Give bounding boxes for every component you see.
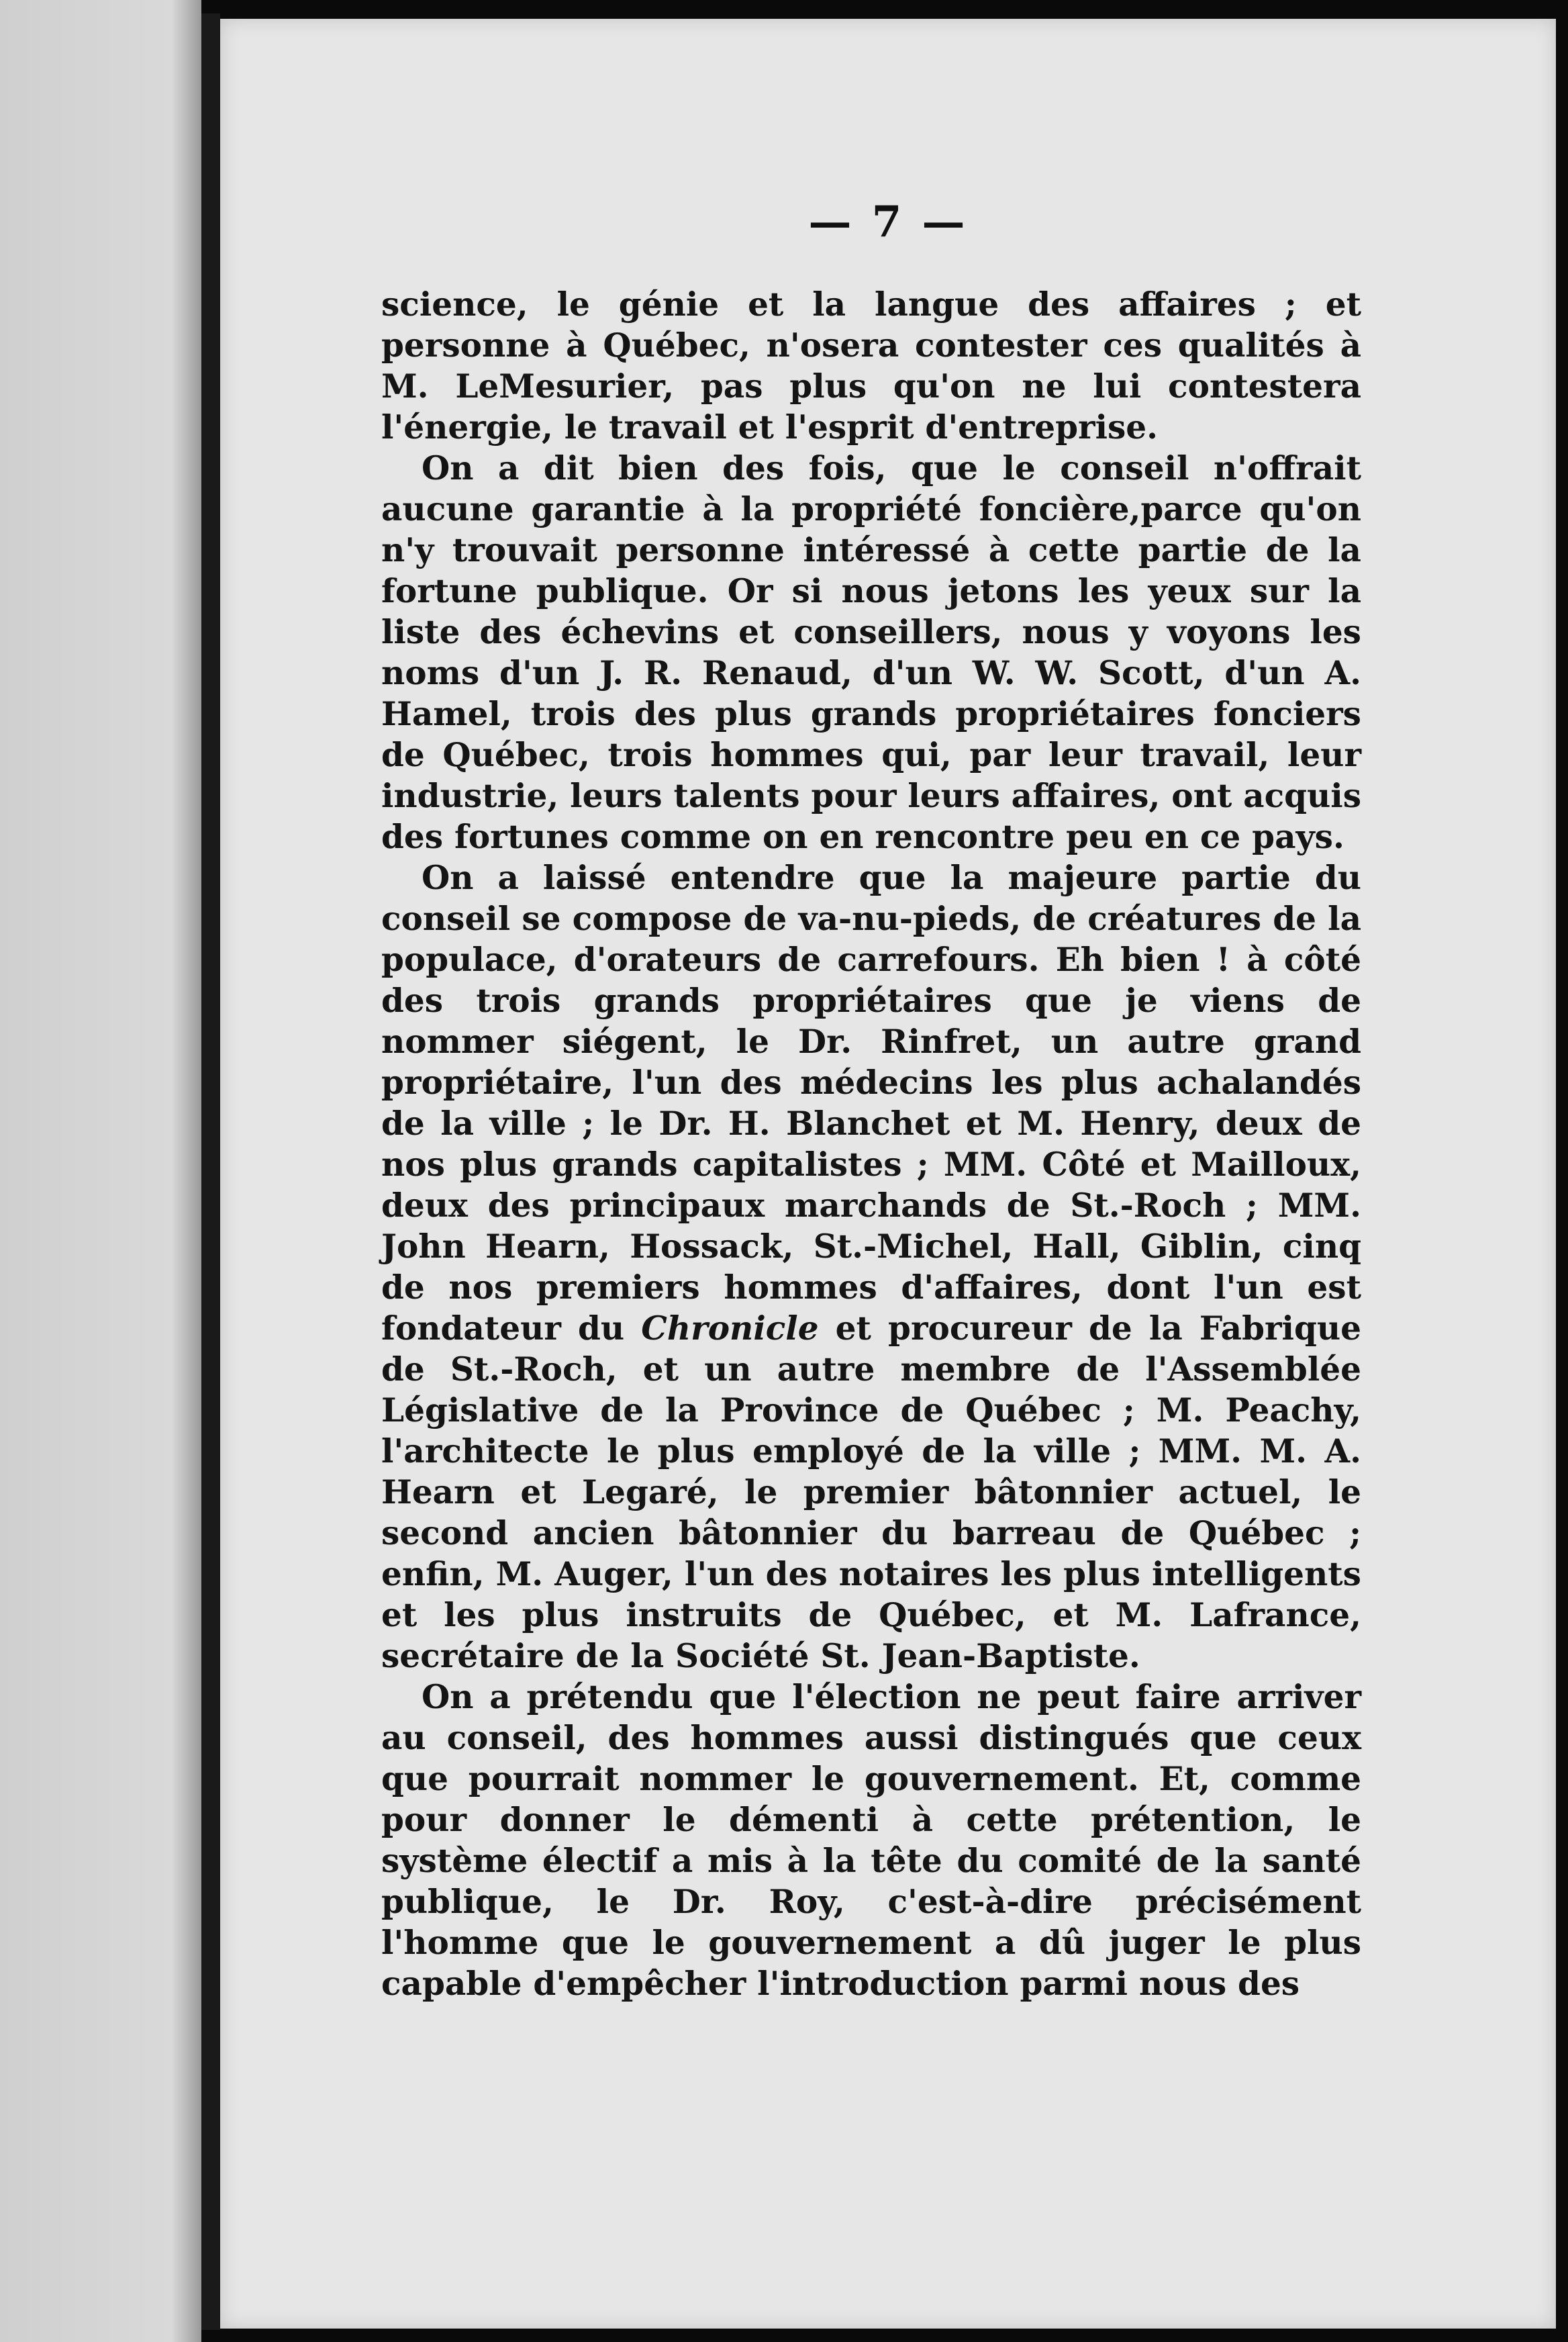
facing-page-edge: [0, 0, 201, 2342]
document-page: [220, 19, 1556, 2329]
paragraph-3-part-1: On a laissé entendre que la majeure partie du conseil se compose de va-nu-pieds, de créatures de la populace, d'orateurs de carrefours. Eh bien ! à côté des trois grands propriétaires que je viens de nommer siégent, le Dr. Rinfret, un autre grand propriétaire, l'un des médecins les plus achalandés de la ville ; le Dr. H. Blanchet et M. Henry, deux de nos plus grands capitalistes ; MM. Côté et Mailloux, deux des principaux marchands de St.-Roch ; MM. John Hearn, Hossack, St.-Michel, Hall, Giblin, cinq de nos premiers hommes d'affaires, dont l'un est fondateur du: [381, 859, 1361, 1348]
newspaper-title: Chronicle: [641, 1309, 819, 1348]
paragraph-4: On a prétendu que l'élection ne peut faire arriver au conseil, des hommes aussi distingués que ceux que pourrait nommer le gouvernement. Et, comme pour donner le démenti à cette prétention, le système électif a mis à la tête du comité de la santé publique, le Dr. Roy, c'est-à-dire précisément l'homme que le gouvernement a dû juger le plus capable d'empêcher l'introduction parmi nous des: [381, 1678, 1361, 2003]
paragraph-1: science, le génie et la langue des affaires ; et personne à Québec, n'osera contester ces qualités à M. LeMesurier, pas plus qu'on ne lui contestera l'énergie, le travail et l'esprit d'entreprise.: [381, 285, 1361, 447]
book-gutter: [201, 13, 220, 2330]
body-text: [381, 284, 1361, 2004]
page-number: — 7 —: [808, 197, 968, 247]
paragraph-3: [381, 857, 1361, 1677]
paragraph-3-part-2: et procureur de la Fabrique de St.-Roch, et un autre membre de l'Assemblée Législative de la Province de Québec ; M. Peachy, l'architecte le plus employé de la ville ; MM. M. A. Hearn et Legaré, le premier bâtonnier actuel, le second ancien bâtonnier du barreau de Québec ; enfin, M. Auger, l'un des notaires les plus intelligents et les plus instruits de Québec, et M. Lafrance, secrétaire de la Société St. Jean-Baptiste.: [381, 1309, 1361, 1675]
paragraph-2: On a dit bien des fois, que le conseil n'offrait aucune garantie à la propriété foncière,parce qu'on n'y trouvait personne intéressé à cette partie de la fortune publique. Or si nous jetons les yeux sur la liste des échevins et conseillers, nous y voyons les noms d'un J. R. Renaud, d'un W. W. Scott, d'un A. Hamel, trois des plus grands propriétaires fonciers de Québec, trois hommes qui, par leur travail, leur industrie, leurs talents pour leurs affaires, ont acquis des fortunes comme on en rencontre peu en ce pays.: [381, 449, 1361, 856]
